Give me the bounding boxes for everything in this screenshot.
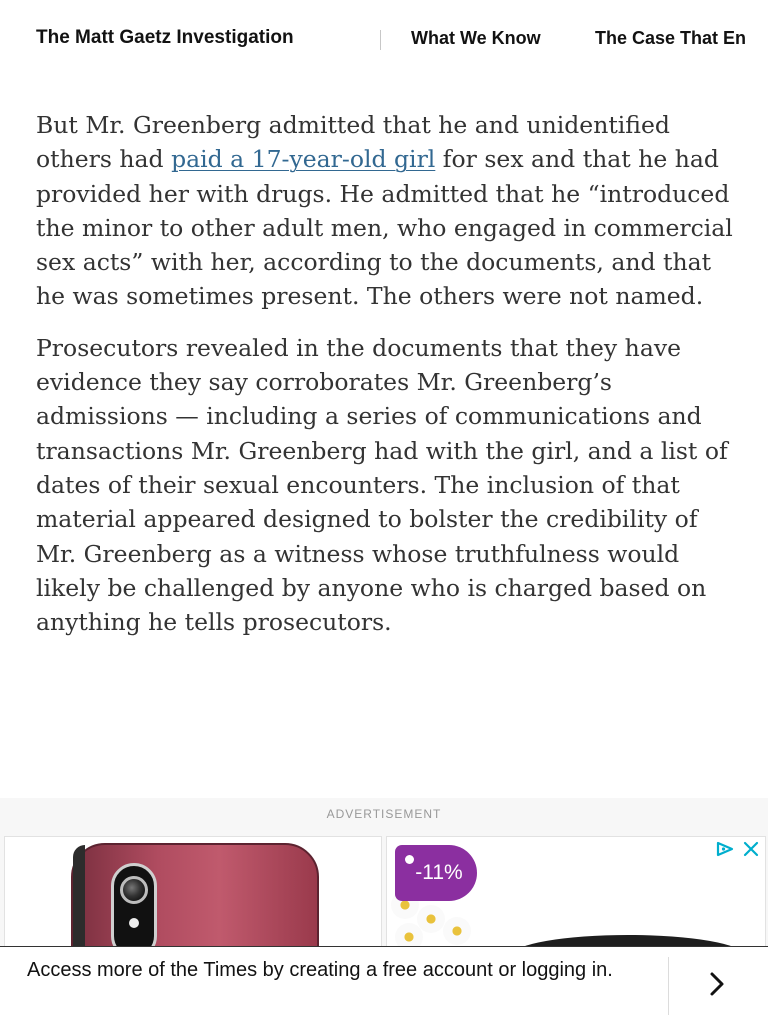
nav-link-what-we-know[interactable]: What We Know [411,28,541,48]
signup-banner-text[interactable]: Access more of the Times by creating a free account or logging in. [27,959,613,981]
nav-divider [380,30,381,50]
ad-product-card[interactable] [386,836,766,950]
article-body [36,108,736,656]
adchoices-icon[interactable] [715,841,735,857]
article-paragraph [36,108,736,314]
paragraph-text: for sex and that he had provided her with drugs. He admitted that he “introduced the minor to other adult men, who engaged in commercial sex acts” with her, according to the documents, and that he was sometimes present. The others were not named. [36,145,733,311]
flower [443,917,471,945]
camera-lens [120,876,148,904]
nav-title[interactable]: The Matt Gaetz Investigation [36,27,294,48]
ad-product-card[interactable] [4,836,382,950]
camera-module [111,863,157,950]
paragraph-text: But Mr. Greenberg admitted that he and unidentified others had [36,111,670,174]
article-paragraph: Prosecutors revealed in the documents that they have evidence they say corroborates Mr. Greenberg’s admissions — including a series of communications and transactions Mr. Greenberg had with the girl, and a list of dates of their sexual encounters. The inclusion of that material appeared designed to bolster the credibility of Mr. Greenberg as a witness whose truthfulness would likely be challenged by anyone who is charged based on anything he tells prosecutors. [36,333,728,637]
advertisement-region [0,798,768,948]
close-icon[interactable] [743,841,759,857]
ad-label: ADVERTISEMENT [326,807,442,821]
ad-controls [715,839,759,859]
flower [417,905,445,933]
phone-case-image [71,843,319,950]
camera-flash [129,918,139,928]
discount-badge: -11% [395,845,477,901]
signup-banner[interactable] [0,946,768,1024]
article-link[interactable]: paid a 17-year-old girl [171,145,436,174]
section-nav-bar [0,0,768,76]
chevron-right-icon[interactable] [704,971,730,997]
phone-case-edge [73,845,85,950]
scrolled-text-remnant [36,66,160,80]
nav-link-case[interactable]: The Case That En [595,28,747,48]
banner-divider [668,957,669,1015]
